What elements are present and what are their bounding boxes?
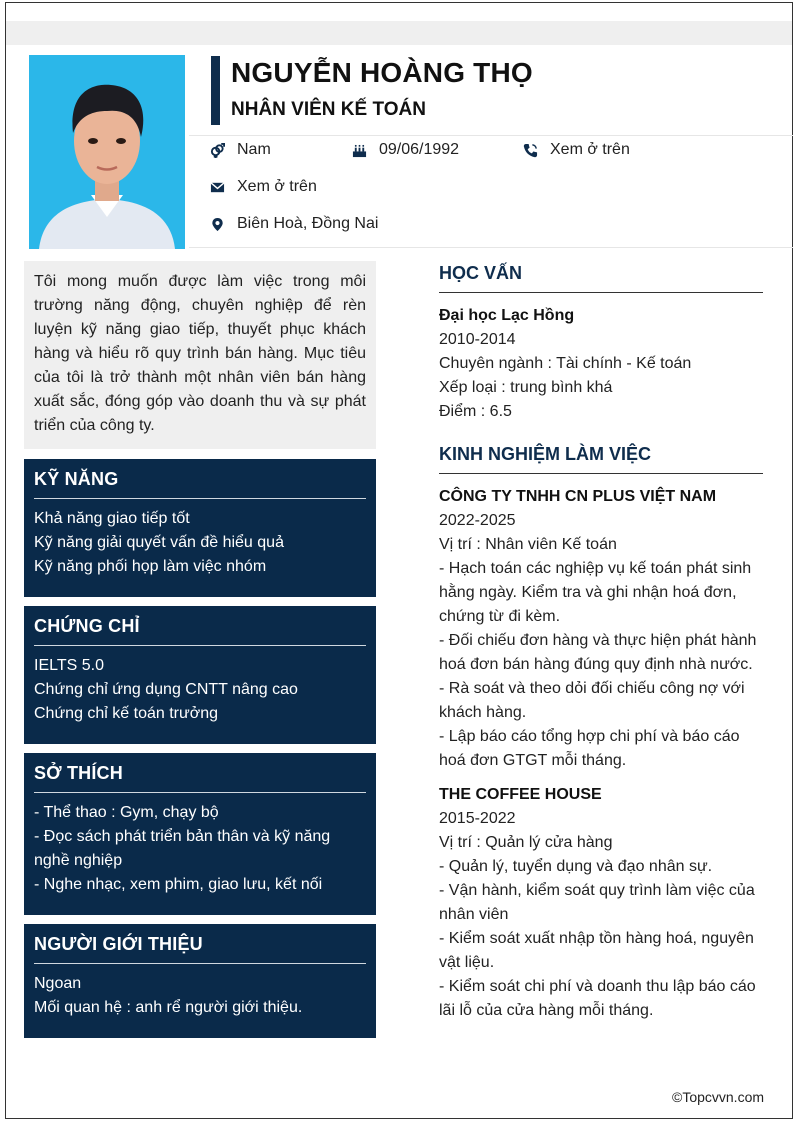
birthday-cake-icon [352,143,367,158]
list-item: Chứng chỉ kế toán trưởng [34,705,219,722]
footer-credit[interactable]: ©Topcvvn.com [672,1089,765,1105]
job-task: - Hạch toán các nghiệp vụ kế toán phát sinh hằng ngày. Kiểm tra và ghi nhận hoá đơn, chứng từ đi kèm. [439,560,752,625]
info-birthday [352,141,459,159]
job-position: Vị trí : Quản lý cửa hàng [439,834,613,851]
email-value: Xem ở trên [237,178,317,195]
birthday-value: 09/06/1992 [379,141,460,158]
info-gender [210,141,271,159]
list-item: Kỹ năng phối họp làm việc nhóm [34,558,267,575]
info-email [210,178,317,196]
location-pin-icon [210,217,225,232]
job-position: Vị trí : Nhân viên Kế toán [439,536,617,553]
school-name: Đại học Lạc Hồng [439,307,575,324]
job-task: - Quản lý, tuyển dụng và đạo nhân sự. [439,858,713,875]
resume-page [5,2,793,1119]
job-task: - Kiểm soát xuất nhập tồn hàng hoá, nguyên vật liệu. [439,930,754,971]
company-name: CÔNG TY TNHH CN PLUS VIỆT NAM [439,488,717,505]
list-item: Khả năng giao tiếp tốt [34,510,190,527]
education-major: Chuyên ngành : Tài chính - Kế toán [439,355,692,372]
experience-job-2 [439,783,769,1023]
phone-icon [523,143,538,158]
job-title: NHÂN VIÊN KẾ TOÁN [231,99,426,120]
list-item: - Đọc sách phát triển bản thân và kỹ năng nghề nghiệp [34,828,331,869]
address-value: Biên Hoà, Đồng Nai [237,215,379,232]
list-item: - Thể thao : Gym, chạy bộ [34,804,219,821]
header-divider [189,247,793,248]
education-score: Điểm : 6.5 [439,403,512,420]
education-years: 2010-2014 [439,331,516,348]
list-item: Ngoan [34,975,82,992]
list-item: IELTS 5.0 [34,657,104,674]
experience-title: KINH NGHIỆM LÀM VIỆC [439,444,763,474]
education-title: HỌC VẤN [439,263,763,293]
certificates-section [24,606,376,744]
info-address [210,215,378,233]
experience-job-1 [439,485,769,773]
job-task: - Kiểm soát chi phí và doanh thu lập báo cáo lãi lỗ của cửa hàng mỗi tháng. [439,978,756,1019]
gender-value: Nam [237,141,271,158]
job-task: - Đối chiếu đơn hàng và thực hiện phát hành hoá đơn bán hàng đúng quy định nhà nước. [439,632,757,673]
career-objective: Tôi mong muốn được làm việc trong môi trường năng động, chuyên nghiệp để rèn luyện kỹ năng giao tiếp, thuyết phục khách hàng và hiểu rõ quy trình bán hàng. Mục tiêu của tôi là trở thành một nhân viên bán hàng xuất sắc, đóng góp vào doanh thu và sự phát triển của công ty. [24,261,376,449]
phone-value: Xem ở trên [550,141,630,158]
info-phone [523,141,630,159]
top-bar [6,21,792,45]
header-accent-bar [211,56,220,125]
hobbies-section [24,753,376,915]
job-years: 2015-2022 [439,810,516,827]
company-name: THE COFFEE HOUSE [439,786,602,803]
references-section [24,924,376,1038]
gender-icon [210,143,225,158]
list-item: Mối quan hệ : anh rể người giới thiệu. [34,999,303,1016]
list-item: Chứng chỉ ứng dụng CNTT nâng cao [34,681,298,698]
education-rank: Xếp loại : trung bình khá [439,379,613,396]
header-divider [189,135,793,136]
skills-section [24,459,376,597]
list-item: Kỹ năng giải quyết vấn đề hiểu quả [34,534,284,551]
email-icon [210,180,225,195]
hobbies-title: SỞ THÍCH [34,763,366,793]
job-years: 2022-2025 [439,512,516,529]
portrait-image [29,55,185,249]
skills-title: KỸ NĂNG [34,469,366,499]
job-task: - Rà soát và theo dỏi đối chiếu công nợ với khách hàng. [439,680,745,721]
candidate-name: NGUYỄN HOÀNG THỌ [231,57,533,88]
certificates-title: CHỨNG CHỈ [34,616,366,646]
job-task: - Vận hành, kiểm soát quy trình làm việc của nhân viên [439,882,755,923]
job-task: - Lập báo cáo tổng hợp chi phí và báo cáo hoá đơn GTGT mỗi tháng. [439,728,740,769]
education-block [439,304,769,424]
list-item: - Nghe nhạc, xem phim, giao lưu, kết nối [34,876,323,893]
profile-photo [29,55,185,249]
references-title: NGƯỜI GIỚI THIỆU [34,934,366,964]
